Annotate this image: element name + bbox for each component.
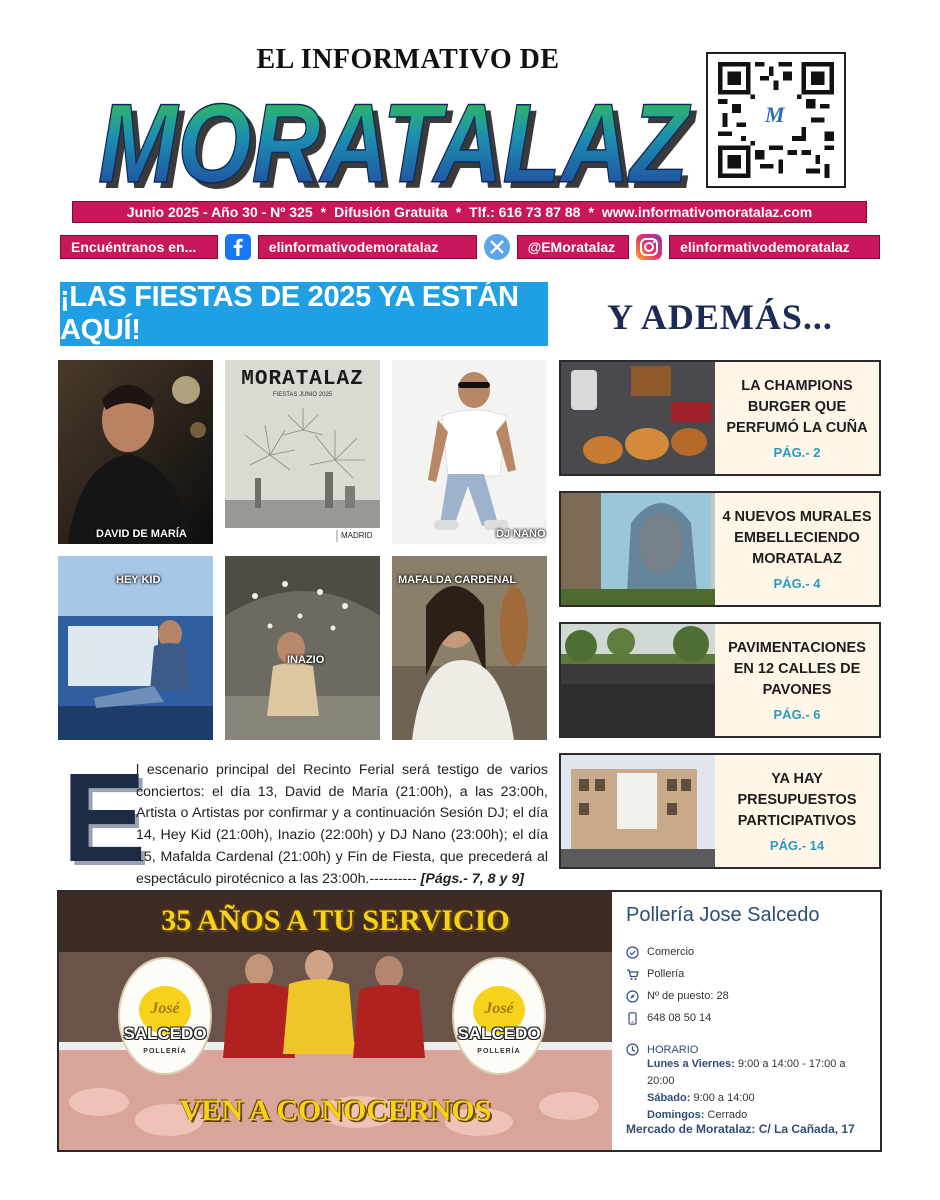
photo-fiestas-poster [225, 360, 380, 544]
side-story-title: 4 NUEVOS MURALES EMBELLECIENDO MORATALAZ [722, 509, 872, 567]
weekdays-label: Lunes a Viernes: [647, 1058, 735, 1070]
separator: * [320, 204, 327, 220]
saturday-hours: 9:00 a 14:00 [693, 1092, 755, 1104]
side-story-page[interactable]: PÁG.- 14 [769, 838, 825, 853]
ad-row-stall [626, 985, 870, 1007]
masthead-logo-shadow: MORATALAZ [104, 87, 698, 192]
side-story-pavimentaciones[interactable] [559, 622, 881, 738]
masthead-logo [96, 70, 700, 192]
phone-label: Tlf.: 616 73 87 88 [469, 204, 581, 220]
ad-hours-heading [626, 1043, 870, 1056]
poster-city: MADRID [341, 531, 373, 540]
side-story-title: PAVIMENTACIONES EN 12 CALLES DE PAVONES [728, 640, 866, 698]
side-story-page[interactable]: PÁG.- 6 [773, 707, 821, 722]
photo-inazio [225, 556, 380, 740]
ad-row-type [626, 941, 870, 963]
poster-subtitle: FIESTAS JUNIO 2025 [272, 392, 333, 398]
ad-slogan-bottom: VEN A CONOCERNOS [179, 1094, 492, 1127]
social-bar [60, 232, 880, 262]
poster-title: MORATALAZ [241, 368, 364, 391]
facebook-handle[interactable]: elinformativodemoratalaz [258, 235, 477, 259]
side-story-page[interactable]: PÁG.- 2 [773, 445, 821, 460]
qr-code[interactable] [706, 52, 846, 188]
side-thumb-burger [561, 362, 715, 474]
side-story-murales[interactable] [559, 491, 881, 607]
photo-hey-kid [58, 556, 213, 740]
side-story-champions-burger[interactable] [559, 360, 881, 476]
side-text [715, 493, 879, 605]
ad-address [626, 1122, 855, 1136]
ad-info [612, 892, 880, 1150]
ad-hours [647, 1056, 870, 1124]
photo-mafalda-cardenal [392, 556, 547, 740]
caption-mafalda: MAFALDA CARDENAL [398, 574, 517, 586]
ad-row-phone [626, 1007, 870, 1029]
facebook-icon[interactable] [224, 233, 252, 261]
photo-david-de-maria [58, 360, 213, 544]
ad-type: Comercio [647, 946, 695, 958]
ad-phone[interactable]: 648 08 50 14 [647, 1012, 712, 1024]
instagram-icon[interactable] [635, 233, 663, 261]
sidebar-title: Y ADEMÁS... [607, 297, 833, 337]
egg-brand: José [484, 1000, 514, 1017]
egg-sub: POLLERÍA [143, 1048, 187, 1055]
article-page-ref: [Págs.- 7, 8 y 9] [420, 870, 524, 887]
ad-business-name: Pollería Jose Salcedo [626, 904, 820, 926]
ad-category: Pollería [647, 968, 685, 980]
check-circle-icon [626, 946, 639, 959]
side-thumb-mural [561, 493, 715, 605]
main-headline: ¡LAS FIESTAS DE 2025 YA ESTÁN AQUÍ! [60, 282, 548, 346]
side-text [715, 362, 879, 474]
weekdays-hours: 9:00 a 14:00 - 17:00 a 20:00 [647, 1058, 846, 1087]
qr-center-letter: M [765, 102, 785, 127]
egg-name: SALCEDO [457, 1024, 541, 1043]
side-text [715, 755, 879, 867]
ad-stall: Nº de puesto: 28 [647, 990, 729, 1002]
separator: * [588, 204, 594, 220]
caption-david: DAVID DE MARÍA [96, 528, 187, 540]
side-story-presupuestos[interactable] [559, 753, 881, 869]
side-thumb-road [561, 624, 715, 736]
egg-name: SALCEDO [123, 1024, 207, 1043]
sunday-label: Domingos: [647, 1109, 705, 1121]
masthead-logo-text: MORATALAZ [98, 81, 692, 192]
side-thumb-building [561, 755, 715, 867]
distribution-label: Difusión Gratuita [334, 204, 448, 220]
egg-logo-left [117, 952, 213, 1076]
saturday-label: Sábado: [647, 1092, 691, 1104]
ad-row-category [626, 963, 870, 985]
caption-inazio: INAZIO [287, 654, 325, 666]
caption-dj-nano: DJ NANO [496, 528, 546, 540]
separator: * [455, 204, 462, 220]
market-address: C/ La Cañada, 17 [758, 1122, 855, 1136]
x-twitter-icon[interactable] [483, 233, 511, 261]
market-label: Mercado de Moratalaz: [626, 1122, 756, 1136]
masthead-top-line: EL INFORMATIVO DE [256, 44, 560, 75]
ad-slogan-top: 35 AÑOS A TU SERVICIO [161, 904, 510, 937]
issue-date: Junio 2025 - Año 30 - Nº 325 [126, 204, 313, 220]
website-link[interactable]: www.informativomoratalaz.com [601, 204, 813, 220]
article-dropcap: E [62, 747, 147, 888]
phone-icon [626, 1012, 639, 1025]
x-handle[interactable]: @EMoratalaz [517, 235, 630, 259]
ad-photo [59, 892, 612, 1150]
side-story-title: YA HAY PRESUPUESTOS PARTICIPATIVOS [737, 771, 857, 829]
egg-brand: José [150, 1000, 180, 1017]
side-text [715, 624, 879, 736]
advertisement-polleria[interactable] [57, 890, 882, 1152]
side-story-page[interactable]: PÁG.- 4 [773, 576, 821, 591]
egg-sub: POLLERÍA [477, 1048, 521, 1055]
article-body [136, 760, 548, 890]
side-story-title: LA CHAMPIONS BURGER QUE PERFUMÓ LA CUÑA [726, 378, 868, 436]
cart-icon [626, 968, 639, 981]
clock-icon [626, 1043, 639, 1056]
compass-icon [626, 990, 639, 1003]
social-label: Encuéntranos en... [60, 235, 218, 259]
photo-dj-nano [392, 360, 547, 544]
caption-hey-kid: HEY KID [116, 574, 161, 586]
ad-hours-label: HORARIO [647, 1043, 699, 1056]
sunday-hours: Cerrado [707, 1109, 748, 1121]
article-text: l escenario principal del Recinto Ferial será testigo de varios conciertos: el día 13, David de María (21:00h), a las 23:00h, Artista o Artistas por confirmar y a continuación Sesión DJ; el día 14, Hey Kid (21:00h), Inazio (22:00h) y DJ Nano (23:00h); el día 15, Mafalda Cardenal (21:00h) y Fin de Fiesta, que precederá al espectáculo pirotécnico a las 23:00h.---------- [136, 762, 548, 887]
egg-logo-right [451, 952, 547, 1076]
issue-info-bar [72, 201, 867, 223]
instagram-handle[interactable]: elinformativodemoratalaz [669, 235, 880, 259]
